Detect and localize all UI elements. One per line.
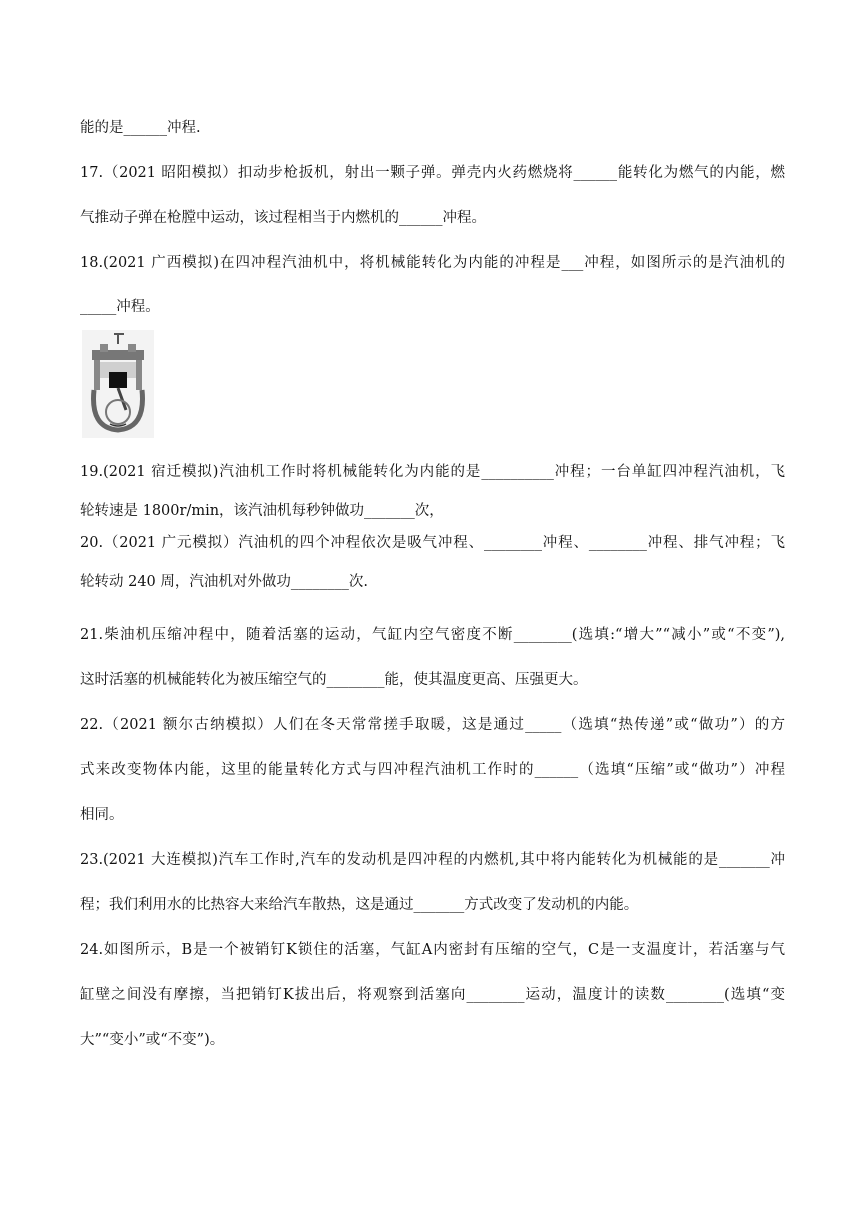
question-21-line-1: 21.柴油机压缩冲程中，随着活塞的运动，气缸内空气密度不断________(选填:“增大”“减小”或“不变”),	[80, 627, 785, 643]
question-18-line-1: 18.(2021 广西模拟)在四冲程汽油机中，将机械能转化为内能的冲程是___冲程，如图所示的是汽油机的	[80, 255, 785, 271]
question-19-line-1: 19.(2021 宿迁模拟)汽油机工作时将机械能转化为内能的是__________冲程；一台单缸四冲程汽油机，飞	[80, 464, 785, 480]
question-18-line-2: _____冲程。	[80, 299, 160, 315]
question-24-line-1: 24.如图所示，B是一个被销钉K锁住的活塞，气缸A内密封有压缩的空气，C是一支温度计，若活塞与气	[80, 942, 785, 958]
engine-cylinder-figure	[82, 330, 154, 438]
question-23-line-2: 程；我们利用水的比热容大来给汽车散热，这是通过_______方式改变了发动机的内能。	[80, 897, 639, 913]
question-19-line-2: 轮转速是 1800r/min，该汽油机每秒钟做功_______次，	[80, 503, 444, 519]
question-20-line-1: 20.（2021 广元模拟）汽油机的四个冲程依次是吸气冲程、________冲程、________冲程、排气冲程；飞	[80, 535, 785, 551]
question-22-line-2: 式来改变物体内能，这里的能量转化方式与四冲程汽油机工作时的______（选填“压缩”或“做功”）冲程	[80, 762, 785, 778]
text-line: 能的是______冲程.	[80, 120, 201, 136]
question-21-line-2: 这时活塞的机械能转化为被压缩空气的________能，使其温度更高、压强更大。	[80, 672, 588, 688]
question-20-line-2: 轮转动 240 周，汽油机对外做功________次.	[80, 574, 369, 590]
question-24-line-2: 缸壁之间没有摩擦，当把销钉K拔出后，将观察到活塞向________运动，温度计的读数________(选填“变	[80, 987, 785, 1003]
question-24-line-3: 大”“变小”或“不变”)。	[80, 1032, 225, 1048]
question-23-line-1: 23.(2021 大连模拟)汽车工作时,汽车的发动机是四冲程的内燃机,其中将内能转化为机械能的是_______冲	[80, 852, 785, 868]
question-17-line-2: 气推动子弹在枪膛中运动，该过程相当于内燃机的______冲程。	[80, 210, 486, 226]
question-17-line-1: 17.（2021 昭阳模拟）扣动步枪扳机，射出一颗子弹。弹壳内火药燃烧将______能转化为燃气的内能，燃	[80, 165, 785, 181]
question-22-line-1: 22.（2021 额尔古纳模拟）人们在冬天常常搓手取暖，这是通过_____（选填“热传递”或“做功”）的方	[80, 717, 785, 733]
question-22-line-3: 相同。	[80, 807, 124, 823]
